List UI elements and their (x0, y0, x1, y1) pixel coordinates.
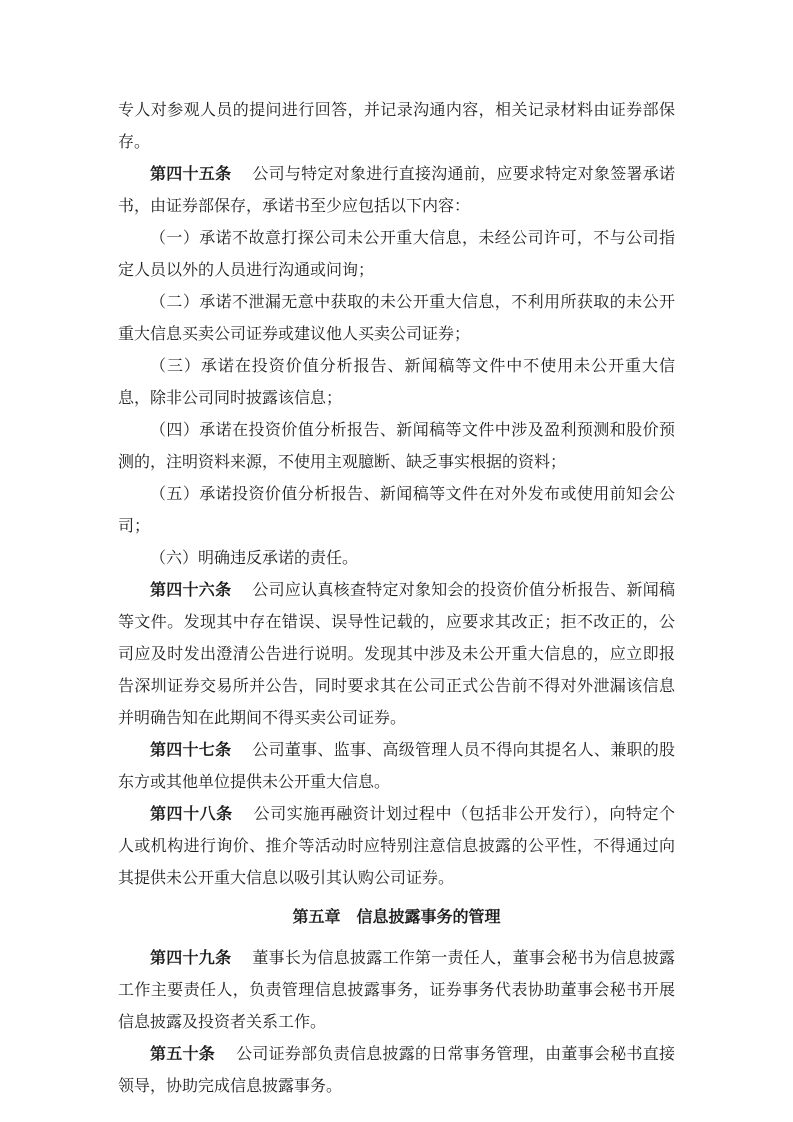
list-item-1: （一）承诺不故意打探公司未公开重大信息，未经公司许可，不与公司指定人员以外的人员进行沟通或问询； (118, 230, 675, 279)
article-text: 董事长为信息披露工作第一责任人，董事会秘书为信息披露工作主要责任人，负责管理信息披露事务，证券事务代表协助董事会秘书开展信息披露及投资者关系工作。 (118, 950, 675, 1031)
list-item-4: （四）承诺在投资价值分析报告、新闻稿等文件中涉及盈利预测和股价预测的，注明资料来源，不使用主观臆断、缺乏事实根据的资料； (118, 422, 675, 471)
list-item-5: （五）承诺投资价值分析报告、新闻稿等文件在对外发布或使用前知会公司； (118, 486, 675, 535)
article-text: 公司董事、监事、高级管理人员不得向其提名人、兼职的股东方或其他单位提供未公开重大信息。 (118, 742, 675, 791)
paragraph-article-46 (118, 575, 675, 735)
paragraph-continuation: 专人对参观人员的提问进行回答，并记录沟通内容，相关记录材料由证券部保存。 (118, 102, 675, 151)
article-text: 公司实施再融资计划过程中（包括非公开发行），向特定个人或机构进行询价、推介等活动时应特别注意信息披露的公平性，不得通过向其提供未公开重大信息以吸引其认购公司证券。 (118, 806, 675, 887)
article-number: 第四十八条 (150, 806, 233, 823)
article-text: 公司应认真核查特定对象知会的投资价值分析报告、新闻稿等文件。发现其中存在错误、误导性记载的，应要求其改正；拒不改正的，公司应及时发出澄清公告进行说明。发现其中涉及未公开重大信息的，应立即报告深圳证券交易所并公告，同时要求其在公司正式公告前不得对外泄漏该信息并明确告知在此期间不得买卖公司证券。 (118, 582, 675, 727)
paragraph-article-50 (118, 1039, 675, 1103)
list-item-3: （三）承诺在投资价值分析报告、新闻稿等文件中不使用未公开重大信息，除非公司同时披露该信息； (118, 358, 675, 407)
article-text: 公司与特定对象进行直接沟通前，应要求特定对象签署承诺书，由证券部保存，承诺书至少应包括以下内容： (118, 166, 675, 215)
article-number: 第四十七条 (150, 742, 232, 759)
article-number: 第四十五条 (150, 166, 232, 183)
article-number: 第四十六条 (150, 582, 232, 599)
paragraph-article-49 (118, 943, 675, 1039)
article-text: 公司证券部负责信息披露的日常事务管理，由董事会秘书直接领导，协助完成信息披露事务。 (118, 1046, 675, 1095)
paragraph-article-48 (118, 799, 675, 895)
chapter-heading: 第五章 信息披露事务的管理 (292, 909, 501, 926)
paragraph-article-47 (118, 735, 675, 799)
article-number: 第五十条 (150, 1046, 216, 1063)
list-item-2: （二）承诺不泄漏无意中获取的未公开重大信息，不利用所获取的未公开重大信息买卖公司证券或建议他人买卖公司证券； (118, 294, 675, 343)
article-number: 第四十九条 (150, 950, 232, 967)
list-item-6: （六）明确违反承诺的责任。 (150, 550, 359, 567)
paragraph-article-45 (118, 159, 675, 223)
